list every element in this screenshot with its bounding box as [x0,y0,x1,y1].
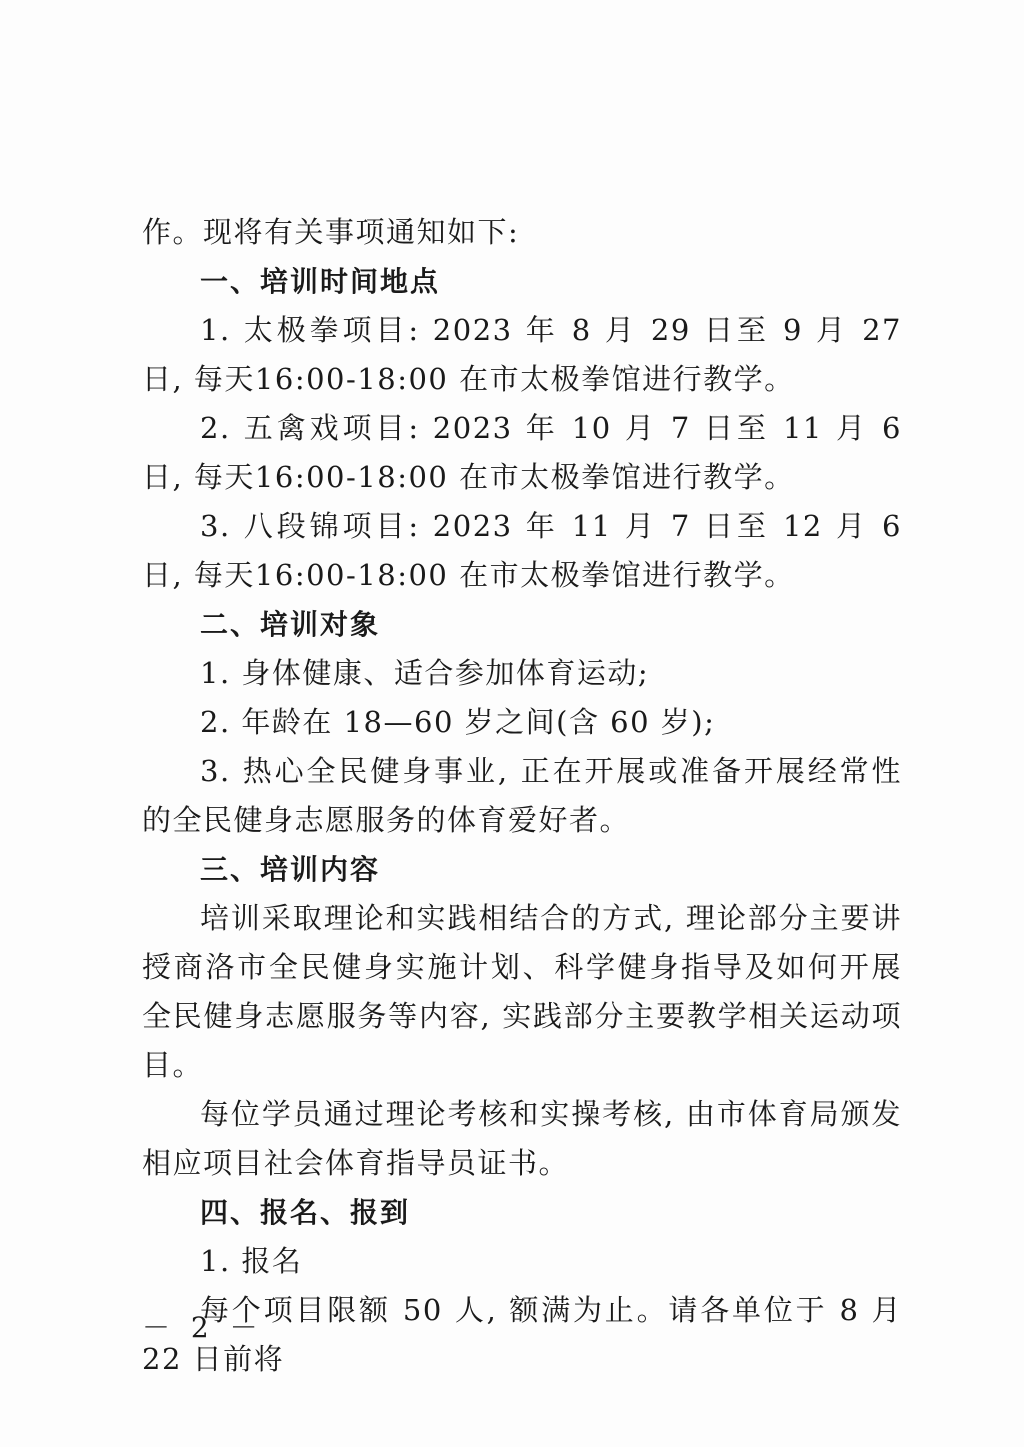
section-1-item-2: 2. 五禽戏项目: 2023 年 10 月 7 日至 11 月 6 日, 每天16:00-18:00 在市太极拳馆进行教学。 [142,411,902,494]
section-1-item-3: 3. 八段锦项目: 2023 年 11 月 7 日至 12 月 6 日, 每天16:00-18:00 在市太极拳馆进行教学。 [142,509,902,592]
section-2-item-1: 1. 身体健康、适合参加体育运动; [200,656,650,690]
section-4-title: 四、报名、报到 [200,1196,411,1229]
page-number: － 2 － [142,1311,264,1344]
section-4-subheading-1: 1. 报名 [200,1244,303,1278]
section-3-paragraph-1: 培训采取理论和实践相结合的方式, 理论部分主要讲授商洛市全民健身实施计划、科学健身指导及如何开展全民健身志愿服务等内容, 实践部分主要教学相关运动项目。 [142,901,902,1082]
section-1-title: 一、培训时间地点 [200,265,441,298]
section-2-item-2: 2. 年龄在 18—60 岁之间(含 60 岁); [200,705,716,739]
section-2-title: 二、培训对象 [200,608,381,641]
section-2-item-3: 3. 热心全民健身事业, 正在开展或准备开展经常性的全民健身志愿服务的体育爱好者。 [142,754,902,837]
section-3-paragraph-2: 每位学员通过理论考核和实操考核, 由市体育局颁发相应项目社会体育指导员证书。 [142,1097,902,1180]
document-body [142,208,902,1384]
intro-tail: 作。现将有关事项通知如下: [142,215,520,249]
section-4-paragraph-1: 每个项目限额 50 人, 额满为止。请各单位于 8 月 22 日前将 [142,1293,902,1376]
section-1-item-1: 1. 太极拳项目: 2023 年 8 月 29 日至 9 月 27 日, 每天16:00-18:00 在市太极拳馆进行教学。 [142,313,902,396]
section-3-title: 三、培训内容 [200,853,381,886]
